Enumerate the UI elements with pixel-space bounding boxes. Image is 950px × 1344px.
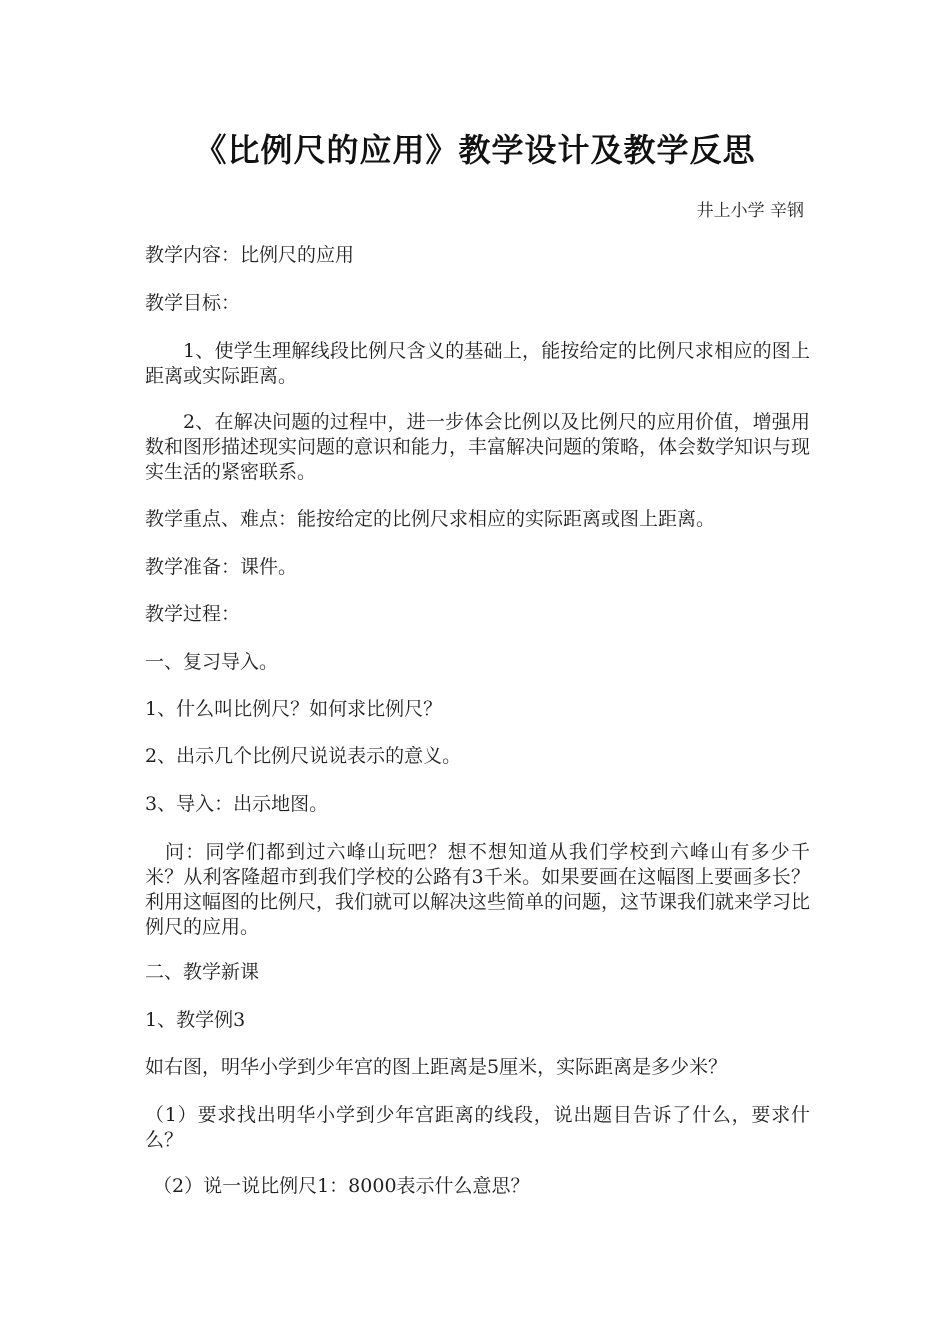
teaching-goals-heading: 教学目标： — [145, 292, 241, 314]
review-item-3: 3、导入：出示地图。 — [145, 793, 329, 815]
section-review: 一、复习导入。 — [145, 651, 279, 673]
goal-1: 1、使学生理解线段比例尺含义的基础上，能按给定的比例尺求相应的图上距离或实际距离。 — [145, 340, 810, 387]
key-points: 教学重点、难点：能按给定的比例尺求相应的实际距离或图上距离。 — [145, 508, 716, 530]
goal-2: 2、在解决问题的过程中，进一步体会比例以及比例尺的应用价值，增强用数和图形描述现实问题的意识和能力，丰富解决问题的策略，体会数学知识与现实生活的紧密联系。 — [145, 411, 811, 483]
example-3-step-2: （2）说一说比例尺1：8000表示什么意思？ — [153, 1175, 530, 1197]
teaching-process-heading: 教学过程： — [145, 603, 241, 625]
example-3-heading: 1、教学例3 — [145, 1009, 246, 1031]
author-line: 井上小学 辛钢 — [696, 201, 804, 221]
section-new-lesson: 二、教学新课 — [145, 961, 260, 983]
example-3-step-1: （1）要求找出明华小学到少年宫距离的线段，说出题目告诉了什么，要求什么？ — [145, 1104, 810, 1151]
document-title: 《比例尺的应用》教学设计及教学反思 — [194, 131, 756, 169]
review-item-2: 2、出示几个比例尺说说表示的意义。 — [145, 745, 462, 767]
teaching-content: 教学内容：比例尺的应用 — [145, 244, 355, 266]
review-item-1: 1、什么叫比例尺？如何求比例尺？ — [145, 698, 443, 720]
teaching-preparation: 教学准备：课件。 — [145, 556, 298, 578]
example-3-problem: 如右图，明华小学到少年宫的图上距离是5厘米，实际距离是多少米？ — [145, 1056, 728, 1078]
intro-question: 问：同学们都到过六峰山玩吧？想不想知道从我们学校到六峰山有多少千米？从利客隆超市到我们学校的公路有3千米。如果要画在这幅图上要画多长？利用这幅图的比例尺，我们就可以解决这些简单的问题，这节课我们就来学习比例尺的应用。 — [145, 841, 811, 938]
